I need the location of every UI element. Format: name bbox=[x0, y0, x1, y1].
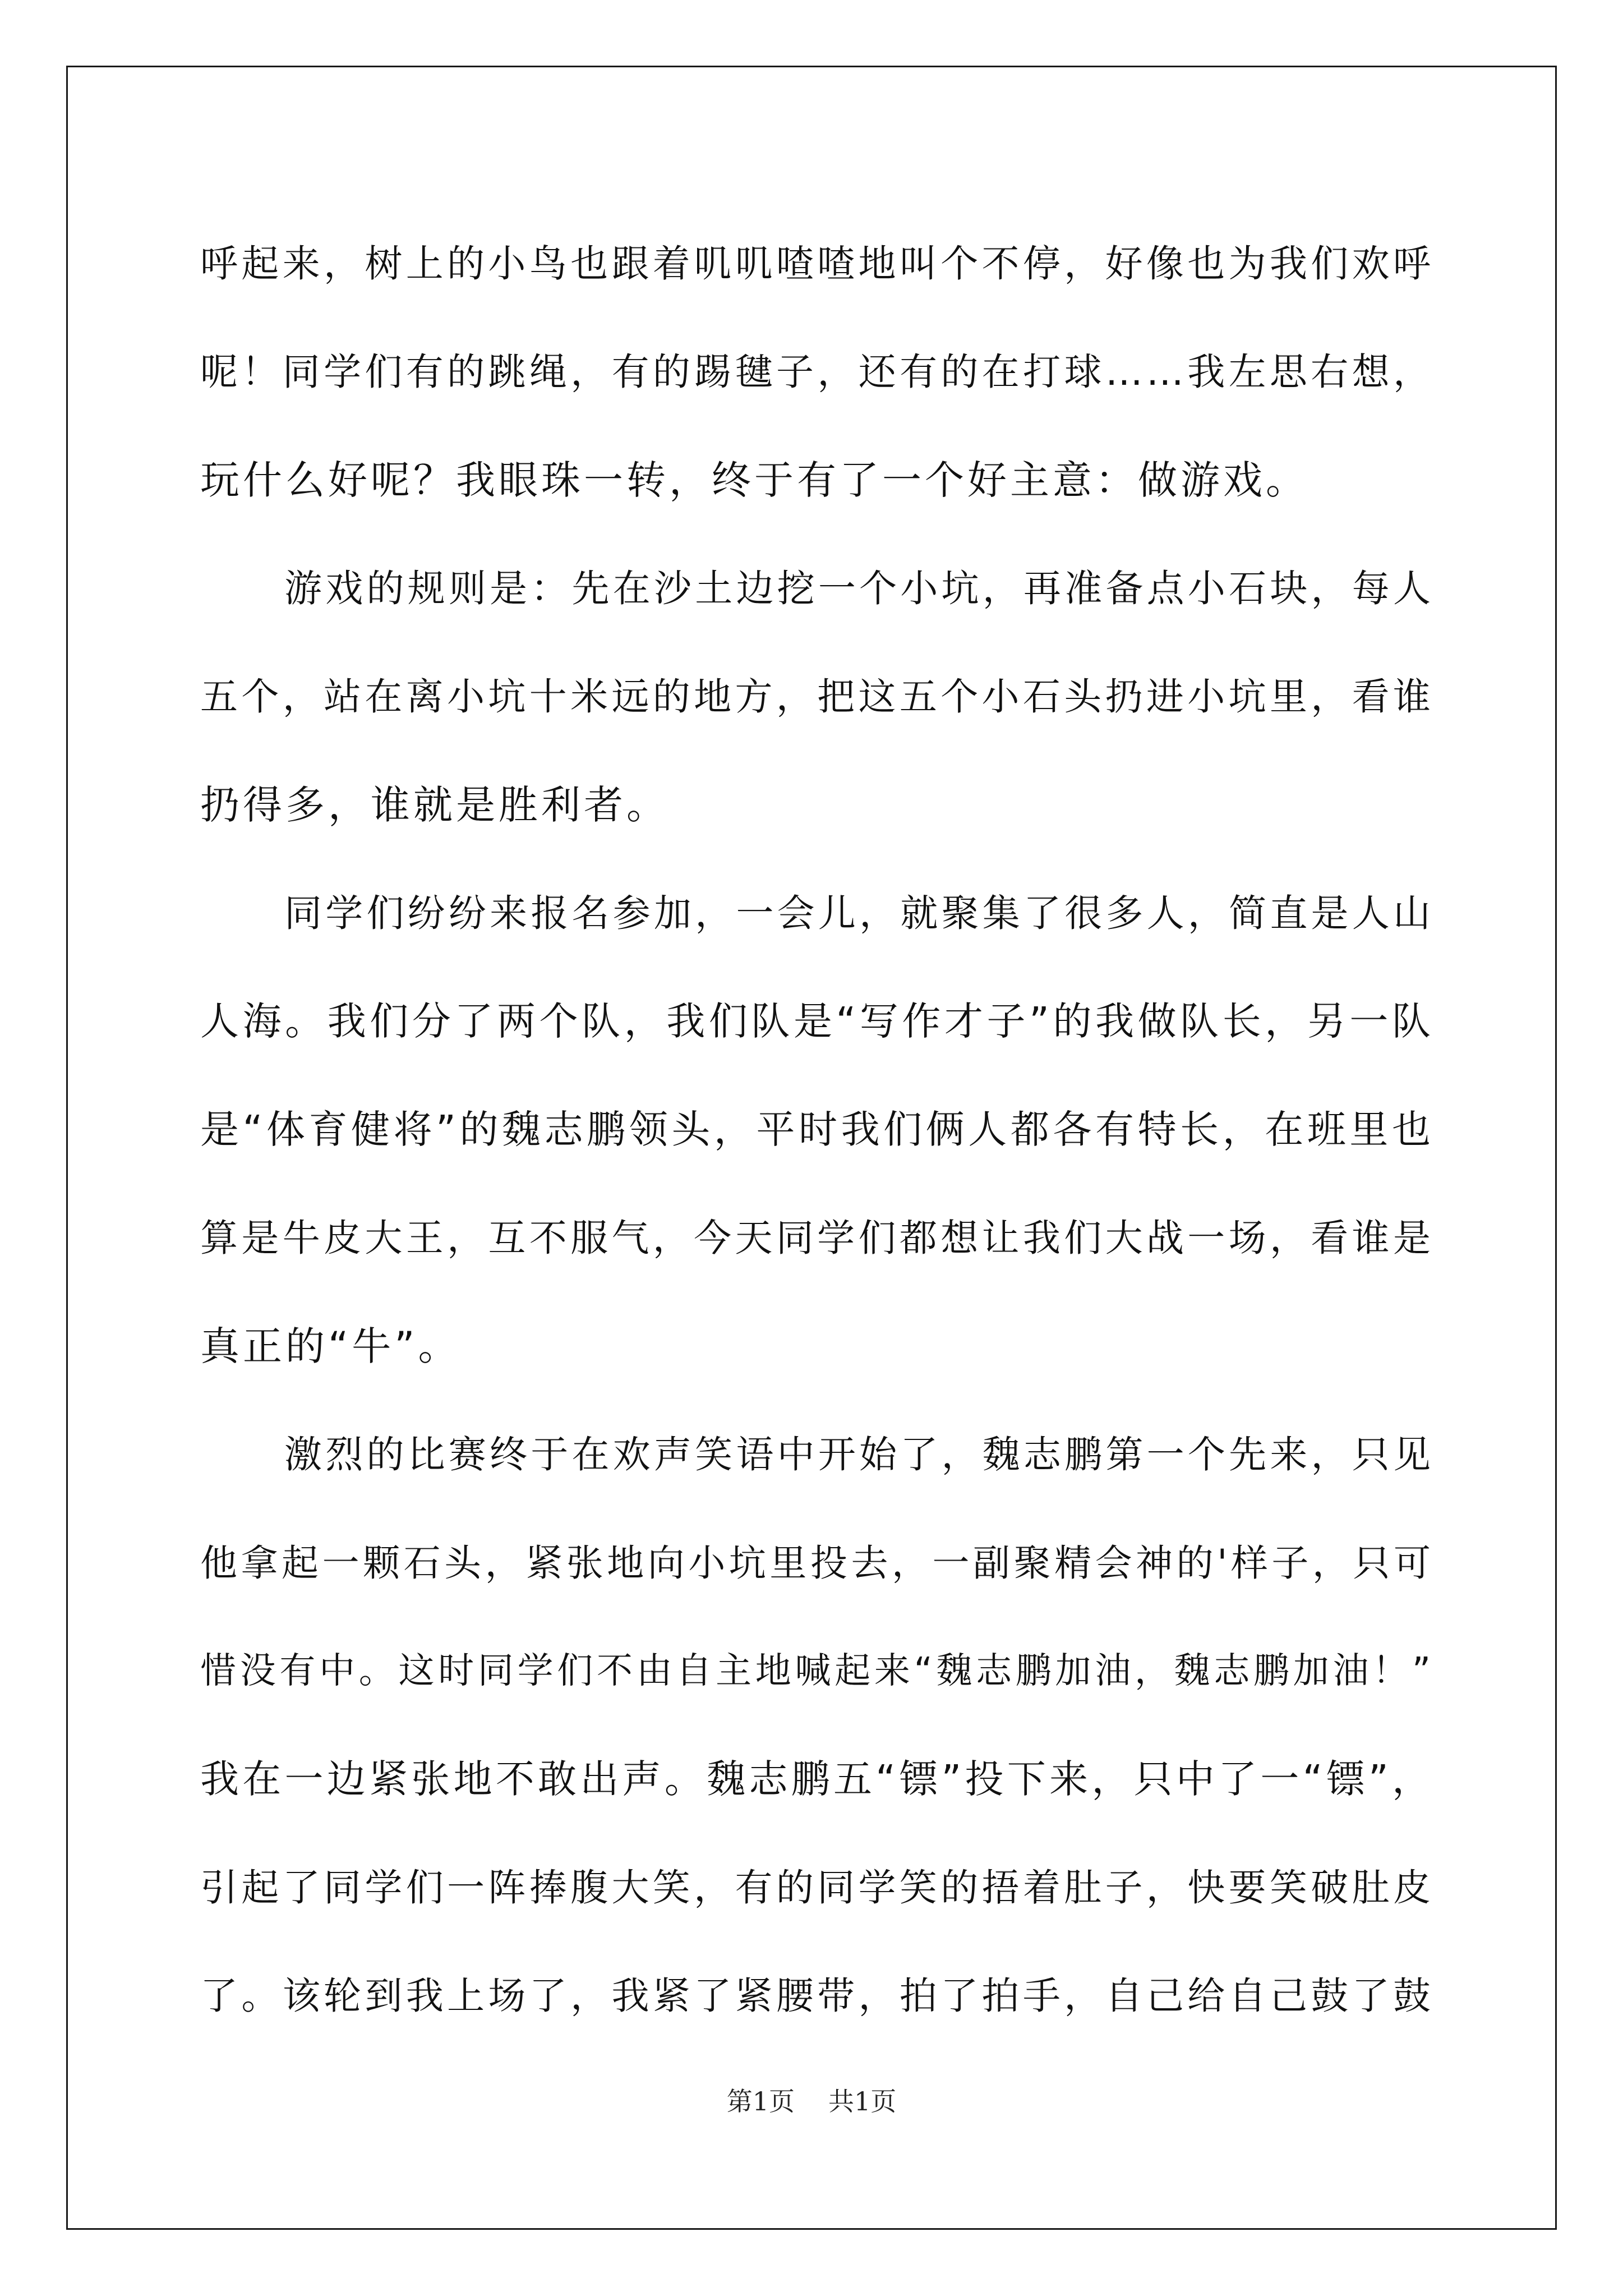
text-line: 游戏的规则是：先在沙土边挖一个小坑，再准备点小石块，每人 bbox=[284, 567, 1434, 610]
text-line: 呼起来，树上的小鸟也跟着叽叽喳喳地叫个不停，好像也为我们欢呼 bbox=[200, 242, 1434, 286]
text-line: 激烈的比赛终于在欢声笑语中开始了，魏志鹏第一个先来，只见 bbox=[284, 1433, 1434, 1476]
page-total: 共1页 bbox=[828, 2086, 897, 2116]
text-line: 引起了同学们一阵捧腹大笑，有的同学笑的捂着肚子，快要笑破肚皮 bbox=[200, 1866, 1434, 1910]
text-line: 惜没有中。这时同学们不由自主地喊起来“魏志鹏加油，魏志鹏加油！” bbox=[200, 1650, 1434, 1692]
text-line: 真正的“牛”。 bbox=[200, 1323, 461, 1369]
text-line: 玩什么好呢？我眼珠一转，终于有了一个好主意：做游戏。 bbox=[200, 457, 1308, 503]
text-line: 呢！同学们有的跳绳，有的踢毽子，还有的在打球……我左思右想， bbox=[200, 350, 1434, 394]
text-line: 五个，站在离小坑十米远的地方，把这五个小石头扔进小坑里，看谁 bbox=[200, 675, 1434, 719]
text-line: 同学们纷纷来报名参加，一会儿，就聚集了很多人，简直是人山 bbox=[284, 891, 1434, 935]
document-body bbox=[200, 210, 1434, 2050]
text-line: 我在一边紧张地不敢出声。魏志鹏五“镖”投下来，只中了一“镖”， bbox=[200, 1757, 1434, 1802]
text-line: 人海。我们分了两个队，我们队是“写作才子”的我做队长，另一队 bbox=[200, 999, 1434, 1044]
text-line: 了。该轮到我上场了，我紧了紧腰带，拍了拍手，自己给自己鼓了鼓 bbox=[200, 1974, 1434, 2018]
text-line: 算是牛皮大王，互不服气，今天同学们都想让我们大战一场，看谁是 bbox=[200, 1216, 1434, 1260]
text-line: 扔得多，谁就是胜利者。 bbox=[200, 782, 669, 828]
page-number: 第1页 bbox=[726, 2086, 795, 2116]
text-line: 是“体育健将”的魏志鹏领头，平时我们俩人都各有特长，在班里也 bbox=[200, 1107, 1434, 1152]
page-footer bbox=[0, 2081, 1623, 2118]
text-line: 他拿起一颗石头，紧张地向小坑里投去，一副聚精会神的'样子，只可 bbox=[200, 1542, 1434, 1585]
